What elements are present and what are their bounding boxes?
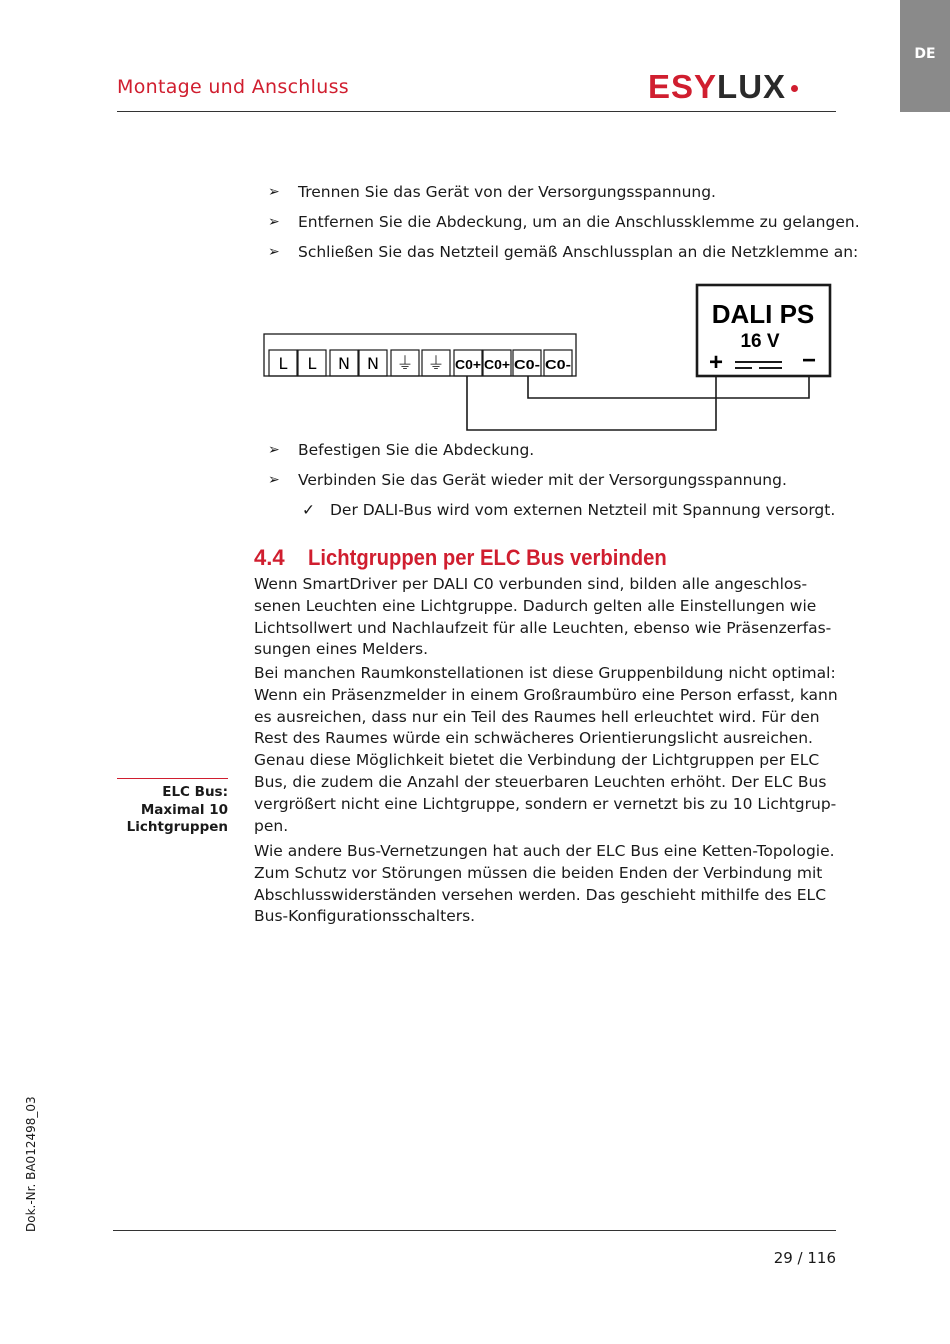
text-line: Bus-Konfigurationsschalters. — [254, 907, 476, 926]
text-line: Zum Schutz vor Störungen müssen die beiden Enden der Verbindung mit — [254, 863, 823, 882]
psu-minus-label: − — [801, 347, 817, 374]
instruction-step — [268, 182, 716, 202]
text-line: Genau diese Möglichkeit bietet die Verbindung der Lichtgruppen per ELC — [254, 751, 820, 770]
text-line: Bei manchen Raumkonstellationen ist diese Gruppenbildung nicht optimal: — [254, 664, 836, 682]
instruction-step-text: Verbinden Sie das Gerät wieder mit der Versorgungsspannung. — [298, 471, 787, 489]
logo-dot-icon — [791, 85, 798, 92]
ground-icon: ⏚ — [396, 354, 414, 374]
terminal-slot — [330, 350, 358, 376]
side-note-line: Maximal 10 — [140, 801, 228, 818]
body-paragraph — [254, 841, 844, 928]
instruction-step — [268, 212, 860, 232]
header-divider — [117, 111, 836, 112]
text-line: senen Leuchten eine Lichtgruppe. Dadurch gelten alle Einstellungen wie — [254, 596, 817, 615]
terminal-label: N — [338, 354, 350, 373]
terminal-slot — [422, 350, 450, 376]
text-line: pen. — [254, 816, 289, 835]
esylux-logo — [648, 70, 798, 104]
page-number: 29 / 116 — [773, 1249, 836, 1267]
instruction-step-text: Schließen Sie das Netzteil gemäß Anschlussplan an die Netzklemme an: — [298, 243, 859, 261]
terminal-label: C0- — [545, 357, 571, 372]
terminal-slot — [454, 350, 482, 376]
arrow-bullet-icon: ➢ — [268, 214, 280, 230]
instruction-step-text: Befestigen Sie die Abdeckung. — [298, 441, 535, 459]
terminal-slot — [391, 350, 419, 376]
terminal-label: C0+ — [484, 357, 511, 372]
logo-part-lux: LUX — [717, 68, 787, 105]
terminal-label: C0- — [514, 357, 540, 372]
checkmark-icon: ✓ — [302, 501, 315, 519]
psu-title: DALI PS — [711, 299, 815, 329]
side-note-line: ELC Bus: — [162, 784, 228, 800]
terminal-slot — [483, 350, 511, 376]
terminal-slot — [298, 350, 326, 376]
footer-divider — [113, 1230, 836, 1231]
terminal-slot — [269, 350, 297, 376]
text-line: Rest des Raumes würde ein schwächeres Orientierungslicht ausreichen. — [254, 729, 813, 748]
wire-negative — [528, 376, 809, 398]
text-line: sungen eines Melders. — [254, 640, 429, 659]
instruction-step-text: Trennen Sie das Gerät von der Versorgungsspannung. — [298, 183, 716, 201]
text-line: Wie andere Bus-Vernetzungen hat auch der ELC Bus eine Ketten-Topologie. — [254, 842, 835, 860]
instruction-step-text: Entfernen Sie die Abdeckung, um an die Anschlussklemme zu gelangen. — [298, 213, 860, 231]
psu-box — [697, 285, 830, 376]
language-tab-label: DE — [914, 46, 936, 62]
text-line: Lichtsollwert und Nachlaufzeit für alle Leuchten, ebenso wie Präsenzerfas- — [254, 618, 832, 637]
text-line: Bus, die zudem die Anzahl der steuerbaren Leuchten erhöht. Der ELC Bus — [254, 772, 827, 791]
arrow-bullet-icon: ➢ — [268, 244, 280, 260]
terminal-label: L — [278, 354, 288, 373]
result-line — [302, 500, 835, 520]
arrow-bullet-icon: ➢ — [268, 472, 280, 488]
terminal-block-outline — [264, 334, 576, 376]
side-note — [117, 784, 228, 837]
text-line: es ausreichen, dass nur ein Teil des Raumes hell erleuchtet wird. Für den — [254, 707, 820, 726]
text-line: Abschlusswiderständen versehen werden. Das geschieht mithilfe des ELC — [254, 885, 827, 904]
language-tab — [900, 0, 950, 112]
document-number: Dok.-Nr. BA012498_03 — [24, 1096, 38, 1232]
terminal-slot — [544, 350, 572, 376]
terminal-strip — [269, 350, 572, 376]
text-line: vergrößert nicht eine Lichtgruppe, sondern er vernetzt bis zu 10 Lichtgrup- — [254, 794, 837, 813]
ground-icon: ⏚ — [427, 354, 445, 374]
instruction-step — [268, 440, 534, 460]
terminal-label: L — [307, 354, 317, 373]
side-note-rule — [117, 778, 228, 779]
body-paragraph — [254, 663, 844, 837]
section-number: 4.4 — [254, 545, 285, 570]
terminal-label: C0+ — [455, 357, 482, 372]
psu-plus-label: + — [708, 349, 724, 376]
terminal-label: N — [367, 354, 379, 373]
instruction-step — [268, 470, 787, 490]
section-title: Lichtgruppen per ELC Bus verbinden — [308, 545, 667, 570]
logo-part-esy: ESY — [648, 68, 718, 105]
wire-positive — [467, 376, 716, 430]
text-line: Wenn ein Präsenzmelder in einem Großraumbüro eine Person erfasst, kann — [254, 685, 838, 704]
text-line: Wenn SmartDriver per DALI C0 verbunden sind, bilden alle angeschlos- — [254, 575, 808, 593]
side-note-line: Lichtgruppen — [126, 819, 228, 835]
page-header-title: Montage und Anschluss — [117, 76, 349, 98]
result-text: Der DALI-Bus wird vom externen Netzteil mit Spannung versorgt. — [330, 501, 836, 519]
terminal-slot — [359, 350, 387, 376]
body-paragraph — [254, 574, 844, 661]
psu-voltage: 16 V — [740, 331, 780, 352]
terminal-slot — [513, 350, 541, 376]
arrow-bullet-icon: ➢ — [268, 184, 280, 200]
instruction-step — [268, 242, 858, 262]
arrow-bullet-icon: ➢ — [268, 442, 280, 458]
